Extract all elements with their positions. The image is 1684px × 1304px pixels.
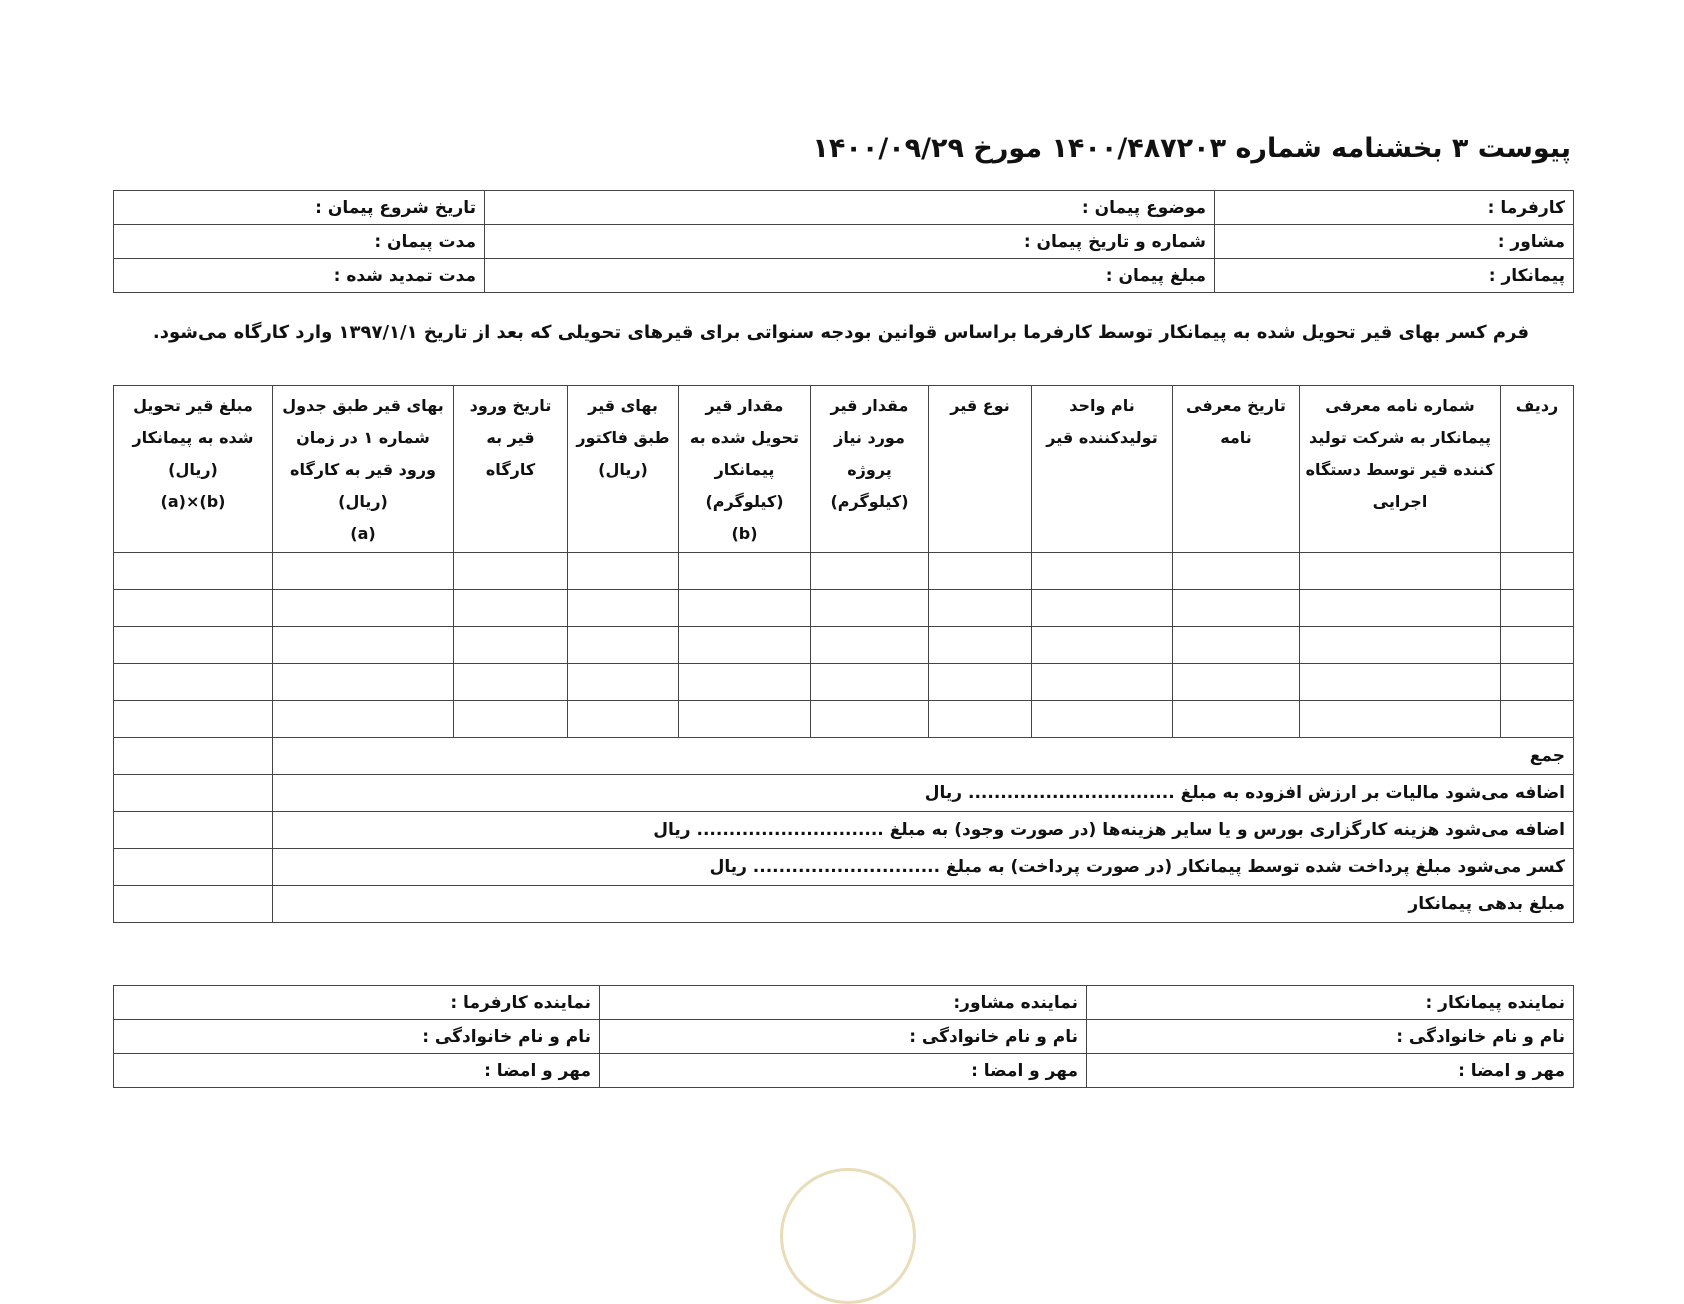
table-cell[interactable] (1032, 701, 1173, 738)
column-header-line: ورود قیر به کارگاه (290, 460, 436, 479)
column-header-line: مبلغ قیر تحویل (133, 396, 253, 415)
summary-value[interactable] (114, 812, 273, 849)
table-cell[interactable] (1173, 553, 1300, 590)
table-cell[interactable] (1173, 627, 1300, 664)
summary-label: اضافه می‌شود هزینه کارگزاری بورس و یا سایر هزینه‌ها (در صورت وجود) به مبلغ ............................. ریال (273, 812, 1574, 849)
table-cell[interactable] (454, 627, 568, 664)
column-header-line: تولیدکننده قیر (1046, 428, 1158, 447)
column-header-line: (b) (731, 524, 758, 543)
summary-value[interactable] (114, 738, 273, 775)
column-header-line: نوع قیر (950, 396, 1010, 415)
summary-label: کسر می‌شود مبلغ پرداخت شده توسط پیمانکار (در صورت پرداخت) به مبلغ ............................. ریال (273, 849, 1574, 886)
column-header (1300, 386, 1501, 553)
table-cell[interactable] (679, 590, 811, 627)
column-header-line: (ریال) (168, 460, 218, 479)
signature-table (113, 985, 1574, 1088)
table-cell[interactable] (114, 664, 273, 701)
column-header (679, 386, 811, 553)
contractor-rep-label: نماینده پیمانکار : (1087, 986, 1574, 1020)
document-title: پیوست ۳ بخشنامه شماره ۱۴۰۰/۴۸۷۲۰۳ مورخ ۱۴۰۰/۰۹/۲۹ (812, 133, 1571, 164)
table-cell[interactable] (811, 627, 929, 664)
table-cell[interactable] (1501, 701, 1574, 738)
contract-subject-label: موضوع پیمان : (485, 191, 1215, 225)
table-cell[interactable] (811, 553, 929, 590)
column-header-line: (a) (350, 524, 376, 543)
column-header-line: (ریال) (338, 492, 388, 511)
table-cell[interactable] (273, 701, 454, 738)
consultant-label: مشاور : (1215, 225, 1574, 259)
table-row (114, 701, 1574, 738)
column-header-line: مقدار قیر (705, 396, 784, 415)
column-header-line: پیمانکار به شرکت تولید (1309, 428, 1491, 447)
table-cell[interactable] (1300, 590, 1501, 627)
employer-name-label: نام و نام خانوادگی : (114, 1020, 600, 1054)
table-cell[interactable] (568, 627, 679, 664)
column-header (1501, 386, 1574, 553)
summary-value[interactable] (114, 886, 273, 923)
summary-label: مبلغ بدهی پیمانکار (273, 886, 1574, 923)
column-header-line: ردیف (1515, 396, 1559, 415)
column-header-line: تاریخ ورود (469, 396, 552, 415)
contract-info-table (113, 190, 1574, 293)
table-cell[interactable] (929, 590, 1032, 627)
table-cell[interactable] (1501, 590, 1574, 627)
table-cell[interactable] (1501, 553, 1574, 590)
column-header-line: تاریخ معرفی (1186, 396, 1286, 415)
employer-seal-label: مهر و امضا : (114, 1054, 600, 1088)
summary-row (114, 775, 1574, 812)
table-cell[interactable] (568, 553, 679, 590)
table-cell[interactable] (114, 590, 273, 627)
table-row (114, 553, 1574, 590)
table-cell[interactable] (454, 590, 568, 627)
form-description: فرم کسر بهای قیر تحویل شده به پیمانکار توسط کارفرما براساس قوانین بودجه سنواتی برای قیرهای تحویلی که بعد از تاریخ ۱۳۹۷/۱/۱ وارد کارگاه می‌شود. (152, 322, 1530, 343)
summary-row (114, 849, 1574, 886)
table-cell[interactable] (1300, 664, 1501, 701)
summary-row (114, 886, 1574, 923)
column-header-line: اجرایی (1372, 492, 1428, 511)
table-cell[interactable] (273, 664, 454, 701)
summary-row (114, 738, 1574, 775)
seal-watermark (780, 1168, 916, 1304)
table-row (114, 627, 1574, 664)
table-cell[interactable] (929, 701, 1032, 738)
contract-number-date-label: شماره و تاریخ پیمان : (485, 225, 1215, 259)
employer-label: کارفرما : (1215, 191, 1574, 225)
table-cell[interactable] (1032, 590, 1173, 627)
column-header-line: (کیلوگرم) (830, 492, 909, 511)
column-header-line: کارگاه (485, 460, 536, 479)
column-header-line: شماره ۱ در زمان (296, 428, 430, 447)
table-cell[interactable] (929, 627, 1032, 664)
table-cell[interactable] (1032, 553, 1173, 590)
column-header-line: مقدار قیر (830, 396, 909, 415)
table-cell[interactable] (114, 553, 273, 590)
column-header-line: شماره نامه معرفی (1325, 396, 1475, 415)
column-header-line: بهای قیر (588, 396, 658, 415)
table-cell[interactable] (273, 553, 454, 590)
table-cell[interactable] (1032, 627, 1173, 664)
bitumen-deduction-table (113, 385, 1574, 923)
table-cell[interactable] (679, 664, 811, 701)
column-header-line: قیر به (486, 428, 535, 447)
column-header-line: کننده قیر توسط دستگاه (1305, 460, 1495, 479)
table-cell[interactable] (1300, 553, 1501, 590)
summary-label: اضافه می‌شود مالیات بر ارزش افزوده به مبلغ ................................ ریال (273, 775, 1574, 812)
table-cell[interactable] (1173, 664, 1300, 701)
table-header-row (114, 386, 1574, 553)
column-header (1173, 386, 1300, 553)
table-cell[interactable] (114, 627, 273, 664)
column-header-line: پیمانکار (714, 460, 775, 479)
table-cell[interactable] (454, 701, 568, 738)
table-cell[interactable] (1173, 701, 1300, 738)
contractor-label: پیمانکار : (1215, 259, 1574, 293)
summary-label: جمع (273, 738, 1574, 775)
column-header-line: شده به پیمانکار (132, 428, 254, 447)
summary-value[interactable] (114, 849, 273, 886)
column-header-line: بهای قیر طبق جدول (282, 396, 444, 415)
contract-amount-label: مبلغ پیمان : (485, 259, 1215, 293)
column-header-line: (کیلوگرم) (705, 492, 784, 511)
table-cell[interactable] (1300, 701, 1501, 738)
consultant-name-label: نام و نام خانوادگی : (600, 1020, 1087, 1054)
table-cell[interactable] (273, 627, 454, 664)
contractor-seal-label: مهر و امضا : (1087, 1054, 1574, 1088)
consultant-rep-label: نماینده مشاور: (600, 986, 1087, 1020)
table-cell[interactable] (929, 664, 1032, 701)
table-cell[interactable] (114, 701, 273, 738)
table-cell[interactable] (1032, 664, 1173, 701)
column-header (929, 386, 1032, 553)
summary-row (114, 812, 1574, 849)
start-date-label: تاریخ شروع پیمان : (114, 191, 485, 225)
table-cell[interactable] (1173, 590, 1300, 627)
extended-duration-label: مدت تمدید شده : (114, 259, 485, 293)
consultant-seal-label: مهر و امضا : (600, 1054, 1087, 1088)
table-row (114, 590, 1574, 627)
table-cell[interactable] (811, 664, 929, 701)
column-header-line: (ریال) (598, 460, 648, 479)
employer-rep-label: نماینده کارفرما : (114, 986, 600, 1020)
contractor-name-label: نام و نام خانوادگی : (1087, 1020, 1574, 1054)
table-cell[interactable] (1501, 664, 1574, 701)
table-cell[interactable] (811, 701, 929, 738)
table-cell[interactable] (811, 590, 929, 627)
column-header-line: طبق فاکتور (576, 428, 670, 447)
table-cell[interactable] (273, 590, 454, 627)
table-cell[interactable] (568, 590, 679, 627)
table-cell[interactable] (679, 553, 811, 590)
column-header-line: مورد نیاز (834, 428, 905, 447)
column-header (114, 386, 273, 553)
column-header (454, 386, 568, 553)
column-header-line: نامه (1220, 428, 1252, 447)
table-cell[interactable] (454, 664, 568, 701)
column-header-line: (a)×(b) (160, 492, 226, 511)
table-cell[interactable] (1300, 627, 1501, 664)
column-header-line: پروژه (847, 460, 892, 479)
table-row (114, 664, 1574, 701)
table-cell[interactable] (679, 627, 811, 664)
table-cell[interactable] (568, 701, 679, 738)
column-header-line: نام واحد (1069, 396, 1135, 415)
table-cell[interactable] (679, 701, 811, 738)
column-header (811, 386, 929, 553)
column-header (1032, 386, 1173, 553)
table-cell[interactable] (929, 553, 1032, 590)
table-cell[interactable] (568, 664, 679, 701)
column-header (568, 386, 679, 553)
column-header (273, 386, 454, 553)
table-cell[interactable] (454, 553, 568, 590)
contract-duration-label: مدت پیمان : (114, 225, 485, 259)
summary-value[interactable] (114, 775, 273, 812)
table-cell[interactable] (1501, 627, 1574, 664)
column-header-line: تحویل شده به (689, 428, 800, 447)
